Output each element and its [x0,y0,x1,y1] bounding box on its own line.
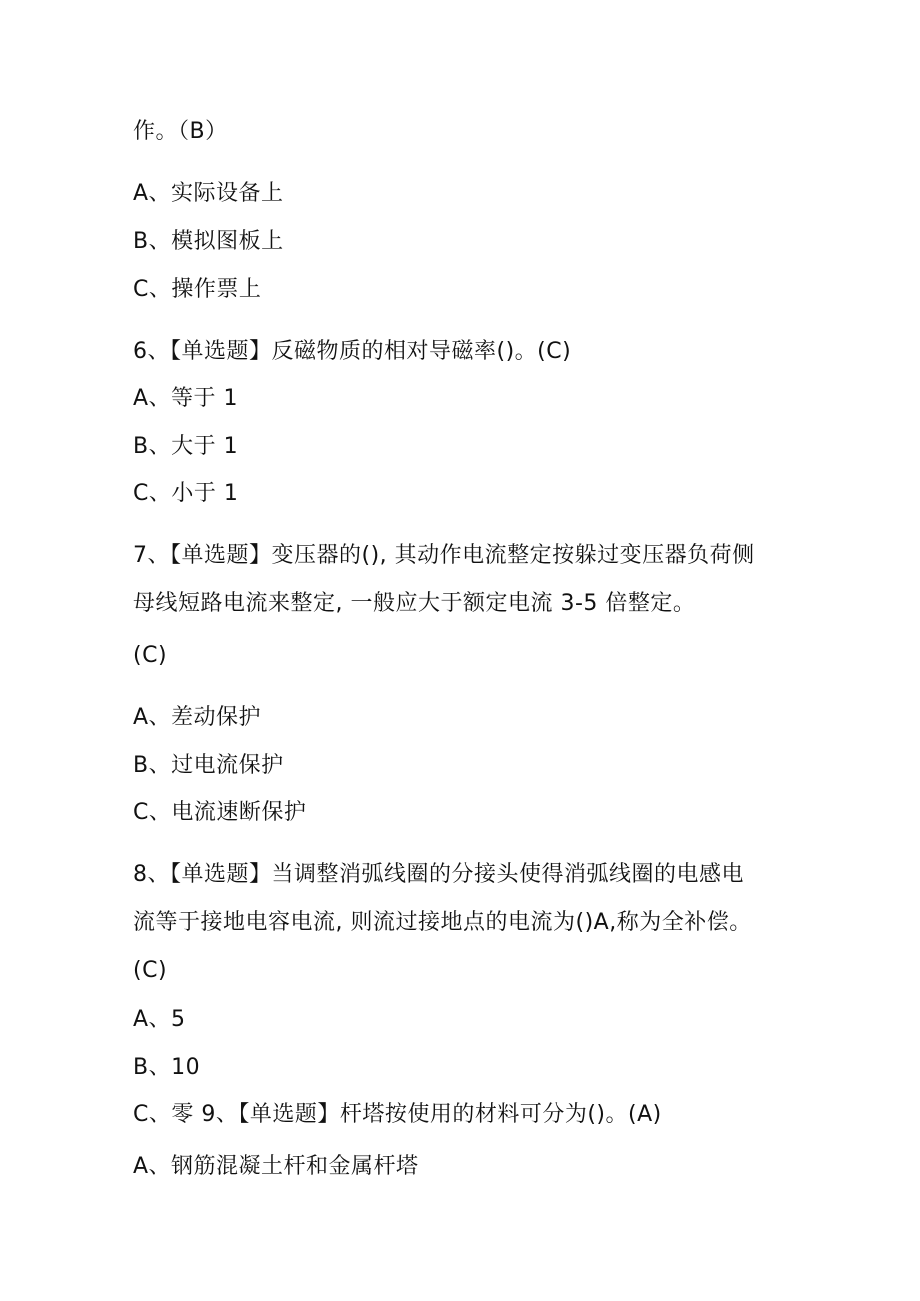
q9-option-a: A、钢筋混凝土杆和金属杆塔 [133,1154,419,1179]
q8-option-c-q9-stem: C、零 9、【单选题】杆塔按使用的材料可分为()。(A) [133,1102,662,1127]
q5-option-b: B、模拟图板上 [133,229,284,254]
q6-option-c: C、小于 1 [133,481,239,506]
q8-answer: (C) [133,958,168,983]
q7-stem-line2: 母线短路电流来整定, 一般应大于额定电流 3-5 倍整定。 [133,591,696,616]
q6-option-b: B、大于 1 [133,434,239,459]
q5-stem-end: 作。（B） [133,119,228,144]
q8-stem-line2: 流等于接地电容电流, 则流过接地点的电流为()A,称为全补偿。 [133,910,752,935]
q8-option-b: B、10 [133,1055,201,1080]
q7-option-a: A、差动保护 [133,705,262,730]
q7-option-b: B、过电流保护 [133,753,284,778]
q8-stem-line1: 8、【单选题】当调整消弧线圈的分接头使得消弧线圈的电感电 [133,862,744,887]
q5-option-a: A、实际设备上 [133,181,284,206]
q7-answer: (C) [133,643,168,668]
q6-option-a: A、等于 1 [133,386,239,411]
q7-option-c: C、电流速断保护 [133,800,307,825]
q5-option-c: C、操作票上 [133,277,262,302]
q6-stem: 6、【单选题】反磁物质的相对导磁率()。(C) [133,339,572,364]
q8-option-a: A、5 [133,1007,186,1032]
q7-stem-line1: 7、【单选题】变压器的(), 其动作电流整定按躲过变压器负荷侧 [133,543,755,568]
